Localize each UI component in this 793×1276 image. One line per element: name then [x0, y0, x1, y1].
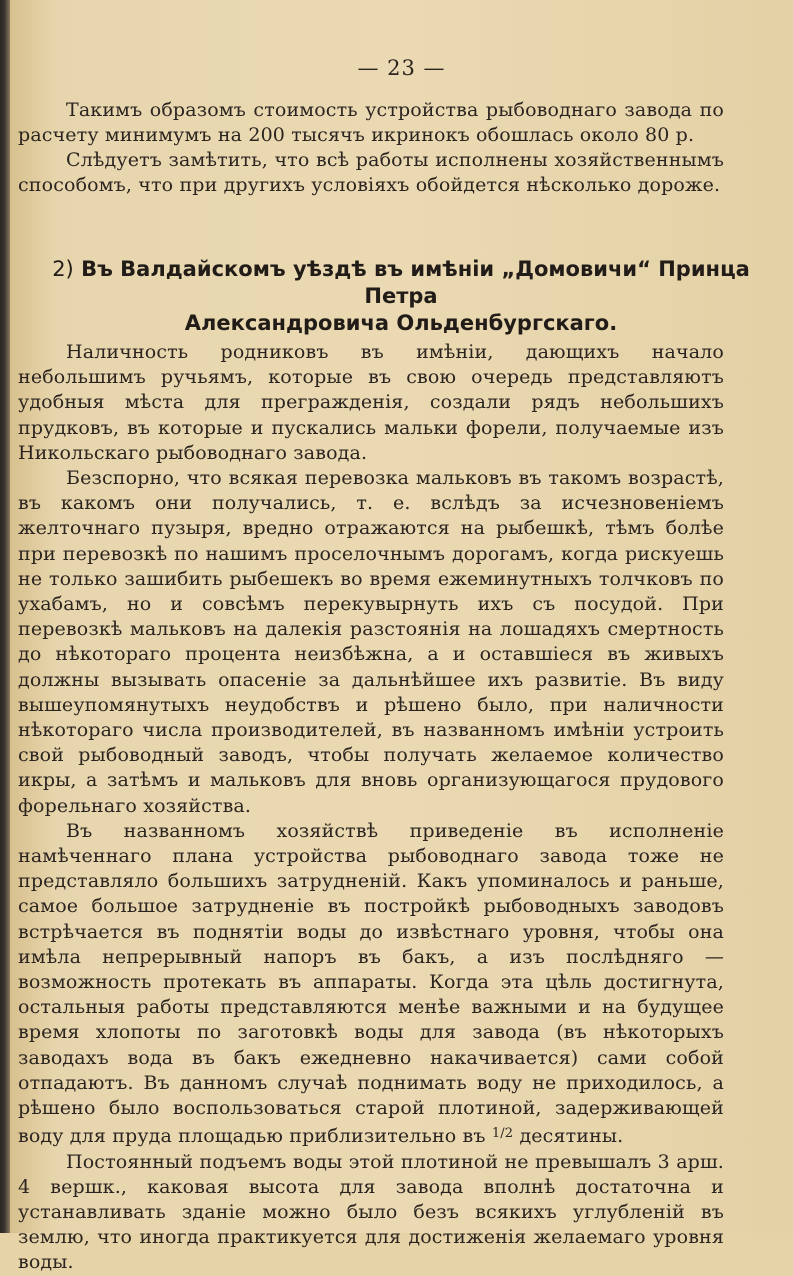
- intro-paragraph: Такимъ образомъ стоимость устройства рыбоводнаго завода по расчету минимумъ на 200 тысячъ икринокъ обошлась около 80 р.: [18, 99, 724, 146]
- body-paragraph-text: Въ названномъ хозяйствѣ приведеніе въ исполненіе намѣченнаго плана устройства рыбоводнаго завода тоже не представляло большихъ затрудненій. Какъ упоминалось и раньше, самое большое затрудненіе въ постройкѣ рыбоводныхъ заводовъ встрѣчается въ поднятіи воды до извѣстнаго уровня, чтобы она имѣла непрерывный напоръ въ бакъ, а изъ послѣдняго — возможность протекать въ аппараты. Когда эта цѣль достигнута, остальныя работы представляются менѣе важными и на будущее время хлопоты по заготовкѣ воды для завода (въ нѣкоторыхъ заводахъ вода въ бакъ ежедневно накачивается) сами собой отпадаютъ. Въ данномъ случаѣ поднимать воду не приходилось, а рѣшено было воспользоваться старой плотиной, задерживающей воду для пруда площадью приблизительно въ: [18, 819, 724, 1148]
- book-spine-edge: [0, 0, 10, 1233]
- intro-paragraph: Слѣдуетъ замѣтить, что всѣ работы исполнены хозяйственнымъ способомъ, что при другихъ условіяхъ обойдется нѣсколько дороже.: [18, 149, 724, 196]
- body-paragraph: Постоянный подъемъ воды этой плотиной не превышалъ 3 арш. 4 вершк., каковая высота для завода вполнѣ достаточна и устанавливать зданіе можно было безъ всякихъ углубленій въ землю, что иногда практикуется для достиженія желаемаго уровня воды.: [18, 1150, 724, 1274]
- fraction-half: 1/2: [491, 1126, 514, 1142]
- body-paragraph: Безспорно, что всякая перевозка мальковъ въ такомъ возрастѣ, въ какомъ они получались, т. е. вслѣдъ за исчезновеніемъ желточнаго пузыря, вредно отражаются на рыбешкѣ, тѣмъ болѣе при перевозкѣ по нашимъ проселочнымъ дорогамъ, когда рискуешь не только зашибить рыбешекъ во время ежеминутныхъ толчковъ по ухабамъ, но и совсѣмъ перекувырнуть ихъ съ посудой. При перевозкѣ мальковъ на далекія разстоянія на лошадяхъ смертность до нѣкотораго процента неизбѣжна, а и оставшіеся въ живыхъ должны вызывать опасеніе за дальнѣйшее ихъ развитіе. Въ виду вышеупомянутыхъ неудобствъ и рѣшено было, при наличности нѣкотораго числа производителей, въ названномъ имѣніи устроить свой рыбоводный заводъ, чтобы получать желаемое количество икры, а затѣмъ и мальковъ для вновь организующагося прудового форельнаго хозяйства.: [18, 467, 724, 817]
- page-number: — 23 —: [357, 56, 446, 80]
- section-heading: [18, 256, 784, 337]
- body-paragraph: Наличность родниковъ въ имѣніи, дающихъ начало небольшимъ ручьямъ, которые въ свою очередь представляютъ удобныя мѣста для преграждeнія, создали рядъ небольшихъ прудковъ, въ которые и пускались мальки форели, получаемые изъ Никольскаго рыбоводнаго завода.: [18, 341, 724, 464]
- body-paragraph-text-end: десятины.: [519, 1125, 624, 1148]
- intro-text: [18, 98, 724, 198]
- section-body: [18, 340, 724, 1276]
- section-number: 2): [52, 257, 74, 281]
- section-title-text: Въ Валдайскомъ уѣздѣ въ имѣніи „Домовичи“ Принца Петра: [81, 257, 750, 308]
- body-paragraph: [18, 819, 724, 1150]
- section-title-line-1: [18, 256, 784, 310]
- section-title-line-2: Александровича Ольденбургскаго.: [184, 311, 618, 335]
- book-page: [10, 0, 793, 1274]
